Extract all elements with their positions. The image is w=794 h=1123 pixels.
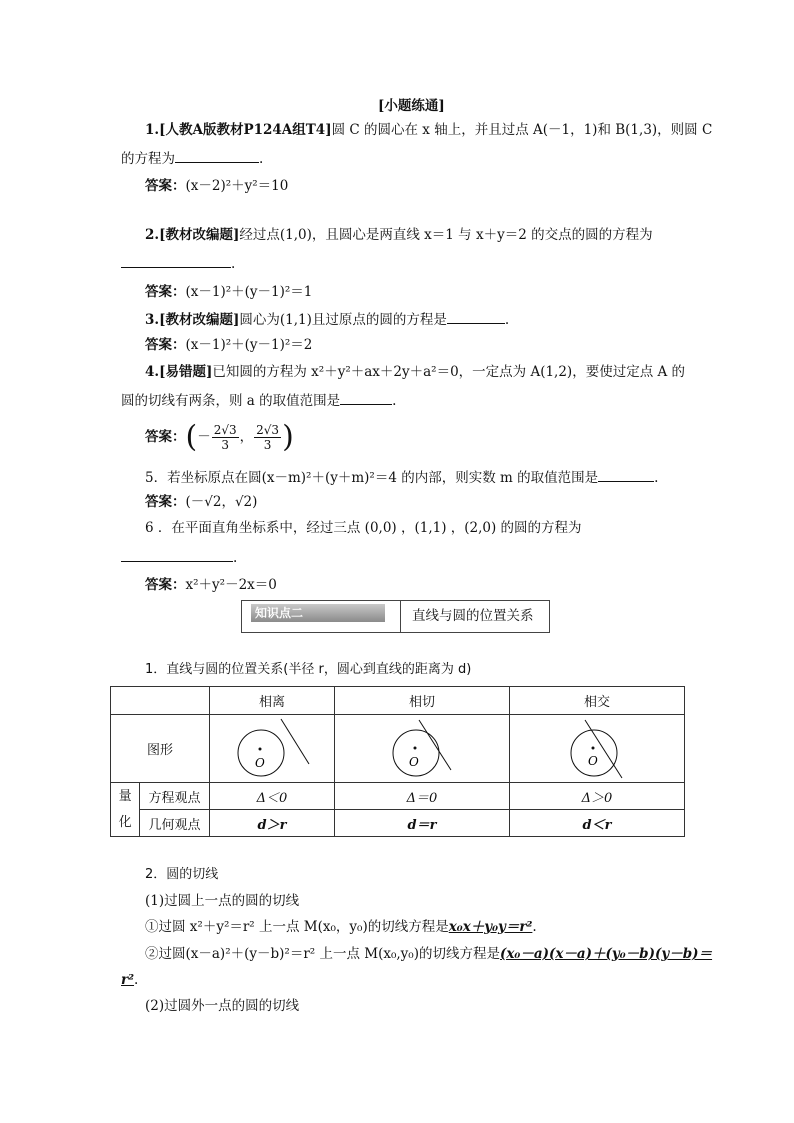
- header-intersect: 相交: [509, 687, 684, 715]
- question-6: [145, 519, 582, 537]
- section-title: [小题练通]: [378, 98, 445, 114]
- question-3-text: 圆心为(1,1)且过原点的圆的方程是: [239, 312, 447, 328]
- quantify-char-2: 化: [118, 814, 132, 830]
- answer-3: [145, 336, 312, 354]
- tangent-item-2: [145, 945, 712, 963]
- section-2-sub-2: (2)过圆外一点的圆的切线: [145, 998, 300, 1014]
- answer-6: [145, 576, 277, 594]
- quantify-char-1: 量: [118, 788, 132, 804]
- question-4-text: 已知圆的方程为 x²＋y²＋ax＋2y＋a²＝0，一定点为 A(1,2)，要使过定点 A 的: [212, 364, 686, 380]
- question-1-line2: 的方程为 .: [121, 151, 264, 167]
- row-equation-label: 方程观点: [140, 783, 210, 810]
- question-2: [145, 226, 653, 244]
- tangent-item-1-text: ①过圆 x²＋y²＝r² 上一点 M(x₀，y₀)的切线方程是: [145, 919, 449, 935]
- separate-diagram: [210, 716, 334, 782]
- question-4-text-b: 圆的切线有两条，则 a 的取值范围是: [121, 393, 341, 409]
- section-1-heading: 1．直线与圆的位置关系(半径 r，圆心到直线的距离为 d): [145, 662, 472, 677]
- geo-tangent: d＝r: [334, 810, 509, 837]
- answer-blank: [121, 254, 231, 268]
- figure-separate: [209, 715, 334, 783]
- answer-label: 答案：: [145, 429, 186, 445]
- answer-3-value: (x－1)²＋(y－1)²＝2: [185, 337, 313, 353]
- question-5-text: 5．若坐标原点在圆(x－m)²＋(y＋m)²＝4 的内部，则实数 m 的取值范围是: [145, 470, 599, 486]
- answer-5-value: (－√2，√2): [185, 494, 258, 510]
- question-2-text: 经过点(1,0)，且圆心是两直线 x＝1 与 x＋y＝2 的交点的圆的方程为: [239, 227, 653, 243]
- section-2-heading: 2．圆的切线: [145, 867, 219, 882]
- answer-6-value: x²＋y²－2x＝0: [185, 577, 277, 593]
- question-1-text: 圆 C 的圆心在 x 轴上，并且过点 A(－1，1)和 B(1,3)，则圆 C: [331, 122, 713, 138]
- tangent-item-2-line2: r².: [121, 972, 139, 988]
- answer-4-sep: ，: [239, 429, 254, 445]
- answer-blank: [598, 468, 654, 482]
- question-6-text: 6 ．在平面直角坐标系中，经过三点 (0,0) ，(1,1) ，(2,0) 的圆的方程为: [145, 520, 582, 536]
- fraction-numerator: 2√3: [213, 423, 237, 437]
- answer-label: 答案：: [145, 284, 186, 300]
- row-geometry-label: 几何观点: [140, 810, 210, 837]
- question-1: [145, 121, 712, 139]
- answer-1-value: (x－2)²＋y²＝10: [185, 178, 289, 194]
- banner-tag: [251, 604, 385, 622]
- figure-intersect: [509, 715, 684, 783]
- tangent-item-2-text: ②过圆(x－a)²＋(y－b)²＝r² 上一点 M(x₀,y₀)的切线方程是: [145, 946, 500, 962]
- answer-blank: [175, 149, 259, 163]
- knowledge-point-banner: [241, 600, 550, 633]
- origin-label: O: [587, 753, 598, 768]
- eq-intersect: Δ＞0: [509, 783, 684, 810]
- question-2-line2: .: [121, 254, 235, 273]
- quantify-label: [111, 783, 140, 837]
- question-5: 5．若坐标原点在圆(x－m)²＋(y＋m)²＝4 的内部，则实数 m 的取值范围是 .: [145, 470, 659, 486]
- header-separate: 相离: [209, 687, 334, 715]
- header-tangent: 相切: [334, 687, 509, 715]
- tangent-item-1: ①过圆 x²＋y²＝r² 上一点 M(x₀，y₀)的切线方程是x₀x＋y₀y＝r².: [145, 919, 537, 935]
- answer-blank: [447, 310, 505, 324]
- eq-separate: Δ＜0: [209, 783, 334, 810]
- question-1-text-b: 的方程为: [121, 151, 175, 167]
- answer-2-value: (x－1)²＋(y－1)²＝1: [185, 284, 313, 300]
- answer-label: 答案：: [145, 178, 186, 194]
- answer-4-neg: －: [197, 429, 211, 445]
- eq-tangent: Δ＝0: [334, 783, 509, 810]
- tangent-item-2-answer-end: r²: [121, 972, 135, 988]
- answer-label: 答案：: [145, 337, 186, 353]
- fraction-numerator: 2√3: [256, 423, 280, 437]
- intersect-diagram: [510, 716, 684, 782]
- question-3-source: 3.[教材改编题]: [145, 312, 240, 328]
- figure-tangent: [334, 715, 509, 783]
- section-2-sub-1: (1)过圆上一点的圆的切线: [145, 893, 300, 909]
- origin-label: O: [408, 754, 419, 769]
- answer-5: [145, 493, 257, 511]
- fraction-denominator: 3: [263, 438, 272, 452]
- banner-tag-box: [242, 601, 401, 632]
- figure-label: 图形: [111, 715, 210, 783]
- answer-1: [145, 177, 288, 195]
- question-1-source: 1.[人教A版教材P124A组T4]: [145, 122, 332, 138]
- question-3: 3.[教材改编题]圆心为(1,1)且过原点的圆的方程是 .: [145, 312, 510, 328]
- question-4-line2: 圆的切线有两条，则 a 的取值范围是 .: [121, 393, 397, 409]
- fraction: [254, 423, 281, 452]
- tangent-item-1-answer: x₀x＋y₀y＝r²: [448, 919, 533, 935]
- question-4-source: 4.[易错题]: [145, 364, 213, 380]
- fraction: [212, 423, 239, 452]
- answer-2: [145, 283, 312, 301]
- geo-intersect: d＜r: [509, 810, 684, 837]
- position-relation-table: [110, 686, 685, 837]
- origin-label: O: [254, 755, 265, 770]
- answer-label: 答案：: [145, 494, 186, 510]
- answer-blank: [340, 391, 392, 405]
- answer-4: 答案：(－ $\frac{2√3}{3}$ ， $\frac{2√3}{3}$ ): [145, 419, 294, 455]
- banner-title: 直线与圆的位置关系: [412, 608, 534, 624]
- answer-blank: [121, 548, 233, 562]
- answer-label: 答案：: [145, 577, 186, 593]
- fraction-denominator: 3: [221, 438, 229, 452]
- tangent-diagram: [335, 716, 509, 782]
- geo-separate: d＞r: [209, 810, 334, 837]
- table-corner: [111, 687, 210, 715]
- banner-tag-text: 知识点二: [255, 606, 304, 620]
- tangent-item-2-answer: (x₀－a)(x－a)＋(y₀－b)(y－b)＝: [499, 946, 713, 962]
- question-6-line2: .: [121, 548, 237, 567]
- question-2-source: 2.[教材改编题]: [145, 227, 240, 243]
- question-4: [145, 363, 685, 381]
